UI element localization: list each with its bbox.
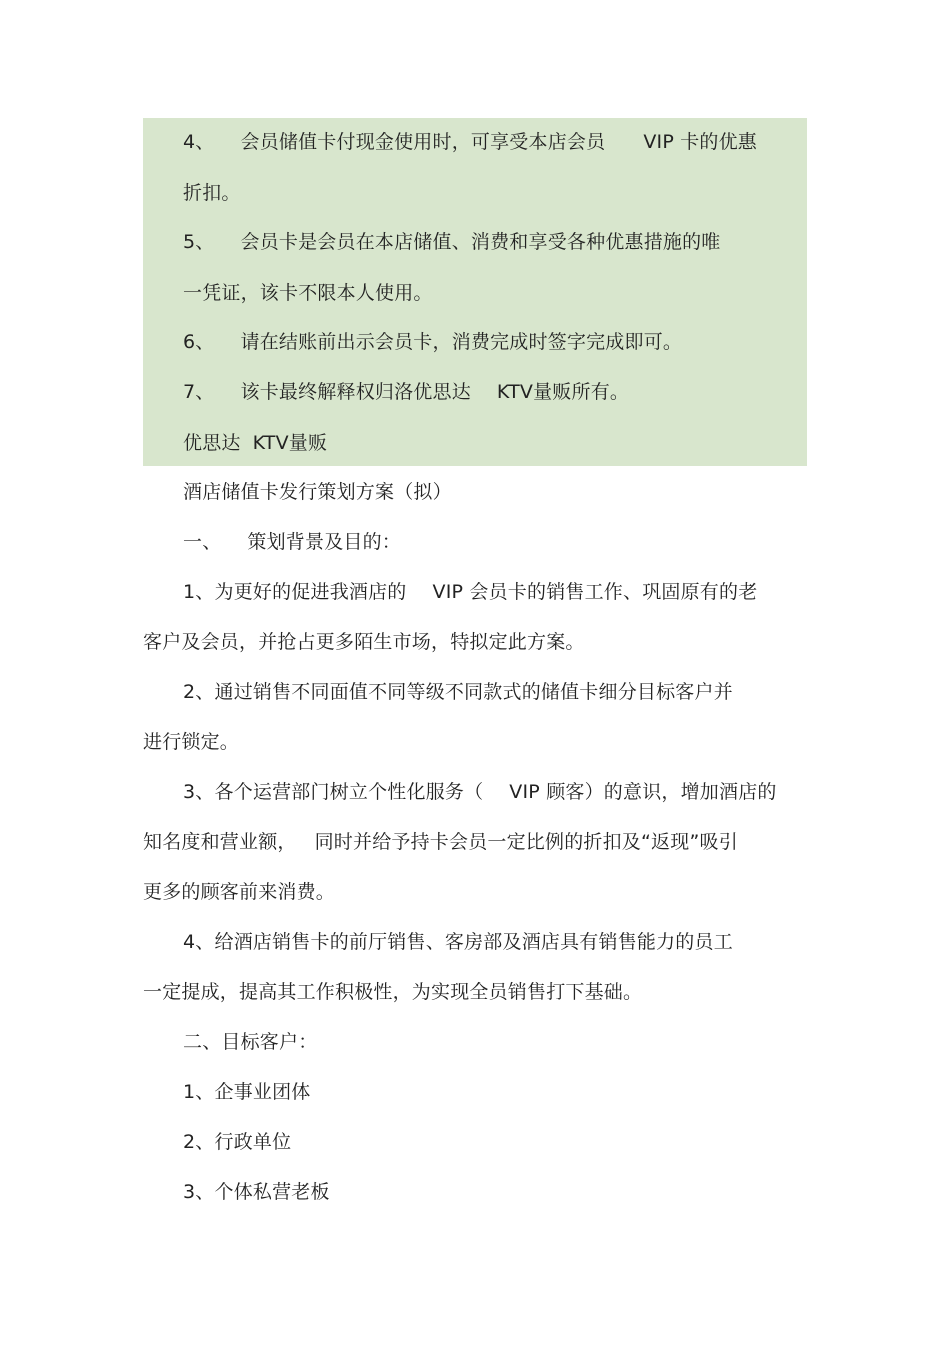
target-customer-1: 1、企事业团体 <box>183 1081 311 1103</box>
paragraph-1-continued: 客户及会员，并抢占更多陌生市场，特拟定此方案。 <box>143 631 585 653</box>
paragraph-1: 1、为更好的促进我酒店的 VIP 会员卡的销售工作、巩固原有的老 <box>183 581 758 603</box>
paragraph-4: 4、给酒店销售卡的前厅销售、客房部及酒店具有销售能力的员工 <box>183 931 733 953</box>
paragraph-3: 3、各个运营部门树立个性化服务（ VIP 顾客）的意识，增加酒店的 <box>183 781 777 803</box>
paragraph-4-continued: 一定提成，提高其工作积极性，为实现全员销售打下基础。 <box>143 981 643 1003</box>
paragraph-2: 2、通过销售不同面值不同等级不同款式的储值卡细分目标客户并 <box>183 681 733 703</box>
notice-item-6: 6、 请在结账前出示会员卡，消费完成时签字完成即可。 <box>183 331 683 353</box>
target-customer-3: 3、个体私营老板 <box>183 1181 330 1203</box>
section-heading-2: 二、目标客户： <box>183 1031 318 1053</box>
notice-signature: 优思达 KTV量贩 <box>183 432 328 454</box>
notice-item-5-continued: 一凭证，该卡不限本人使用。 <box>183 282 433 304</box>
notice-item-7: 7、 该卡最终解释权归洛优思达 KTV量贩所有。 <box>183 381 630 403</box>
paragraph-2-continued: 进行锁定。 <box>143 731 240 753</box>
document-title: 酒店储值卡发行策划方案（拟） <box>183 481 452 503</box>
paragraph-3-continued-2: 更多的顾客前来消费。 <box>143 881 336 903</box>
notice-item-4: 4、 会员储值卡付现金使用时，可享受本店会员 VIP 卡的优惠 <box>183 131 758 153</box>
paragraph-3-continued-1: 知名度和营业额， 同时并给予持卡会员一定比例的折扣及“返现”吸引 <box>143 831 738 853</box>
section-heading-1: 一、 策划背景及目的： <box>183 531 402 553</box>
target-customer-2: 2、行政单位 <box>183 1131 292 1153</box>
notice-item-5: 5、 会员卡是会员在本店储值、消费和享受各种优惠措施的唯 <box>183 231 721 253</box>
notice-item-4-continued: 折扣。 <box>183 182 241 204</box>
